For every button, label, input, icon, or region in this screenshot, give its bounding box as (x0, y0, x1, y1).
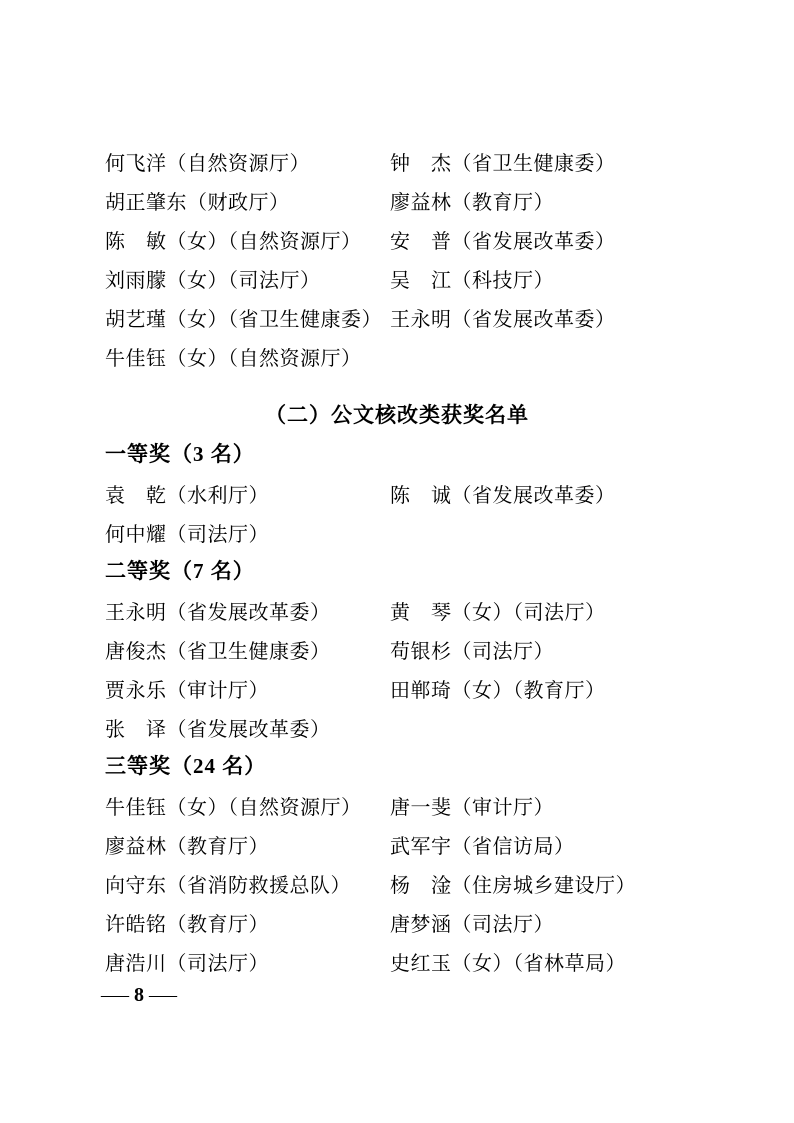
awardee-row (105, 942, 689, 981)
awardee-entry: 杨 淦（住房城乡建设厅） (390, 875, 636, 897)
awardee-entry: 史红玉（女）（省林草局） (390, 953, 626, 975)
awardee-row (105, 181, 689, 220)
awardee-row (105, 630, 689, 669)
awardee-entry: 黄 琴（女）（司法厅） (390, 602, 606, 624)
awardee-entry: 张 译（省发展改革委） (105, 719, 331, 741)
awardee-row (105, 708, 689, 747)
awardee-row (105, 786, 689, 825)
awardee-row (105, 903, 689, 942)
awardee-entry: 何中耀（司法厅） (105, 524, 269, 546)
page-number: 8 (134, 984, 144, 1006)
awardee-row (105, 825, 689, 864)
awardee-row (105, 298, 689, 337)
awardee-entry: 廖益林（教育厅） (105, 836, 269, 858)
awardee-entry: 安 普（省发展改革委） (390, 231, 616, 253)
awardee-row (105, 591, 689, 630)
awardee-entry: 许皓铭（教育厅） (105, 914, 269, 936)
awardee-entry: 钟 杰（省卫生健康委） (390, 153, 616, 175)
awardee-entry: 王永明（省发展改革委） (390, 309, 616, 331)
awardee-entry: 袁 乾（水利厅） (105, 485, 269, 507)
awardee-entry: 吴 江（科技厅） (390, 270, 554, 292)
page-footer (101, 984, 177, 1007)
awardee-entry: 唐梦涵（司法厅） (390, 914, 554, 936)
awardee-entry: 刘雨朦（女）（司法厅） (105, 270, 321, 292)
awardee-entry: 唐一斐（审计厅） (390, 797, 554, 819)
awardee-row (105, 513, 689, 552)
awardee-entry: 陈 诚（省发展改革委） (390, 485, 616, 507)
awardee-row (105, 864, 689, 903)
prize-group-title-third: 三等奖（24 名） (105, 754, 267, 778)
awardee-entry: 田郸琦（女）（教育厅） (390, 680, 606, 702)
awardee-entry: 王永明（省发展改革委） (105, 602, 331, 624)
footer-right-dash: — (149, 984, 177, 1006)
awardee-row (105, 220, 689, 259)
page-content (105, 142, 689, 981)
awardee-entry: 贾永乐（审计厅） (105, 680, 269, 702)
awardee-row (105, 259, 689, 298)
section-heading: （二）公文核改类获奖名单 (265, 403, 529, 427)
awardee-entry: 向守东（省消防救援总队） (105, 875, 351, 897)
awardee-entry: 陈 敏（女）（自然资源厅） (105, 231, 362, 253)
awardee-entry: 苟银杉（司法厅） (390, 641, 554, 663)
awardee-row (105, 337, 689, 376)
awardee-entry: 唐俊杰（省卫生健康委） (105, 641, 331, 663)
awardee-entry: 武军宇（省信访局） (390, 836, 575, 858)
prize-group-title-second: 二等奖（7 名） (105, 559, 255, 583)
awardee-entry: 胡艺瑾（女）（省卫生健康委） (105, 309, 382, 331)
awardee-row (105, 142, 689, 181)
awardee-entry: 牛佳钰（女）（自然资源厅） (105, 797, 362, 819)
awardee-entry: 廖益林（教育厅） (390, 192, 554, 214)
awardee-entry: 唐浩川（司法厅） (105, 953, 269, 975)
prize-group-title-first: 一等奖（3 名） (105, 442, 255, 466)
awardee-entry: 牛佳钰（女）（自然资源厅） (105, 348, 362, 370)
awardee-row (105, 474, 689, 513)
awardee-row (105, 669, 689, 708)
footer-left-dash: — (101, 984, 129, 1006)
awardee-entry: 何飞洋（自然资源厅） (105, 153, 310, 175)
awardee-entry: 胡正肇东（财政厅） (105, 192, 290, 214)
